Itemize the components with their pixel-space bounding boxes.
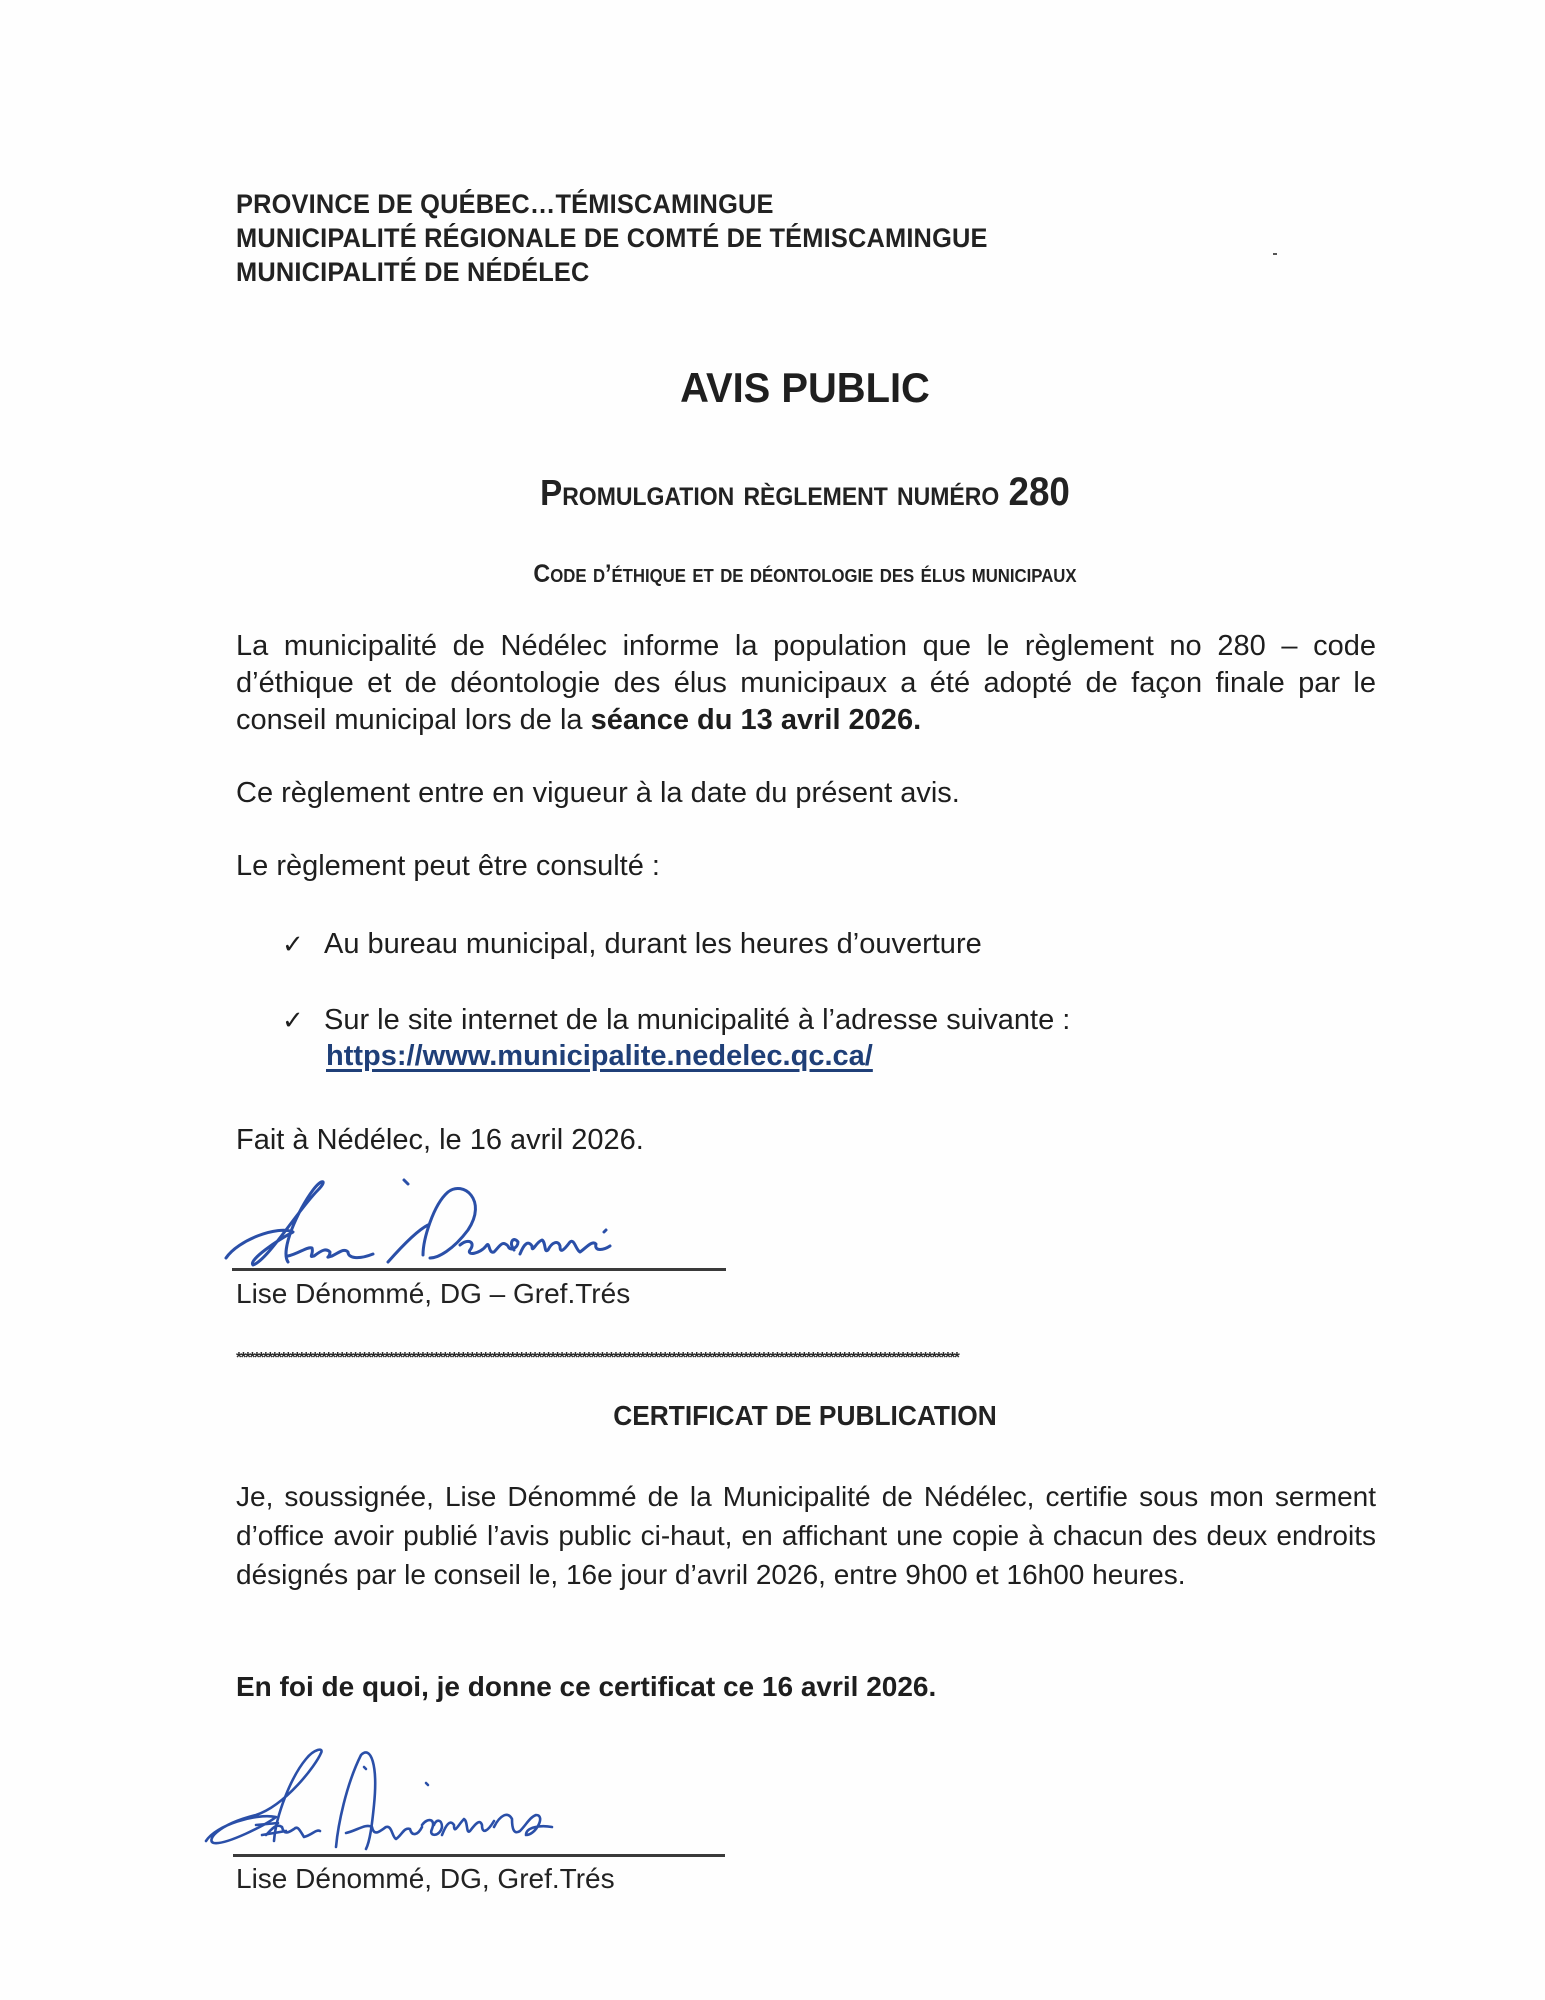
header-province: PROVINCE DE QUÉBEC…TÉMISCAMINGUE bbox=[236, 189, 774, 219]
consult-item-office-label: Au bureau municipal, durant les heures d’ouverture bbox=[324, 928, 982, 960]
header-mrc: MUNICIPALITÉ RÉGIONALE DE COMTÉ DE TÉMISCAMINGUE bbox=[236, 223, 988, 253]
signer-2-name: Lise Dénommé, DG, Gref.Trés bbox=[236, 1863, 615, 1894]
certificate-title: CERTIFICAT DE PUBLICATION bbox=[613, 1400, 997, 1431]
website-link[interactable]: https://www.municipalite.nedelec.qc.ca/ bbox=[326, 1040, 873, 1072]
intro-bold-date: séance du 13 avril 2026. bbox=[590, 704, 922, 736]
signature-2-image bbox=[196, 1745, 616, 1865]
asterisk-separator: ***************************************************************************************************************************************************************** bbox=[236, 1349, 959, 1366]
vigueur-text: Ce règlement entre en vigueur à la date du présent avis. bbox=[236, 777, 960, 809]
intro-paragraph bbox=[236, 628, 1376, 739]
promulgation-heading bbox=[64, 470, 1545, 515]
consult-item-office bbox=[282, 926, 982, 964]
certificate-closing: En foi de quoi, je donne ce certificat ce 16 avril 2026. bbox=[236, 1671, 937, 1702]
header-municipality: MUNICIPALITÉ DE NÉDÉLEC bbox=[236, 257, 590, 287]
intro-text: La municipalité de Nédélec informe la population que le règlement no 280 – code d’éthique et de déontologie des élus municipaux a été adopté de façon finale par le conseil municipal lors de la bbox=[236, 630, 1376, 736]
reglement-number: 280 bbox=[1008, 470, 1070, 514]
page-title: AVIS PUBLIC bbox=[680, 364, 930, 411]
signature-2-line bbox=[233, 1854, 725, 1857]
checkmark-icon: ✓ bbox=[282, 1006, 304, 1036]
consult-item-website bbox=[282, 1002, 1070, 1040]
signature-1-line bbox=[232, 1268, 726, 1271]
fait-a-text: Fait à Nédélec, le 16 avril 2026. bbox=[236, 1124, 644, 1156]
signer-1-name: Lise Dénommé, DG – Gref.Trés bbox=[236, 1278, 631, 1309]
certificate-body: Je, soussignée, Lise Dénommé de la Municipalité de Nédélec, certifie sous mon serment d’office avoir publié l’avis public ci-haut, en affichant une copie à chacun des deux endroits désignés par le conseil le, 16e jour d’avril 2026, entre 9h00 et 16h00 heures. bbox=[236, 1481, 1376, 1590]
consult-intro: Le règlement peut être consulté : bbox=[236, 850, 660, 882]
signature-1-image bbox=[218, 1170, 638, 1280]
consult-item-website-label: Sur le site internet de la municipalité à l’adresse suivante : bbox=[324, 1004, 1071, 1036]
checkmark-icon: ✓ bbox=[282, 930, 304, 960]
promulgation-label: Promulgation règlement numéro bbox=[540, 472, 1000, 513]
code-subheading: Code d’éthique et de déontologie des élus municipaux bbox=[533, 560, 1077, 588]
scan-speck bbox=[1273, 253, 1277, 255]
